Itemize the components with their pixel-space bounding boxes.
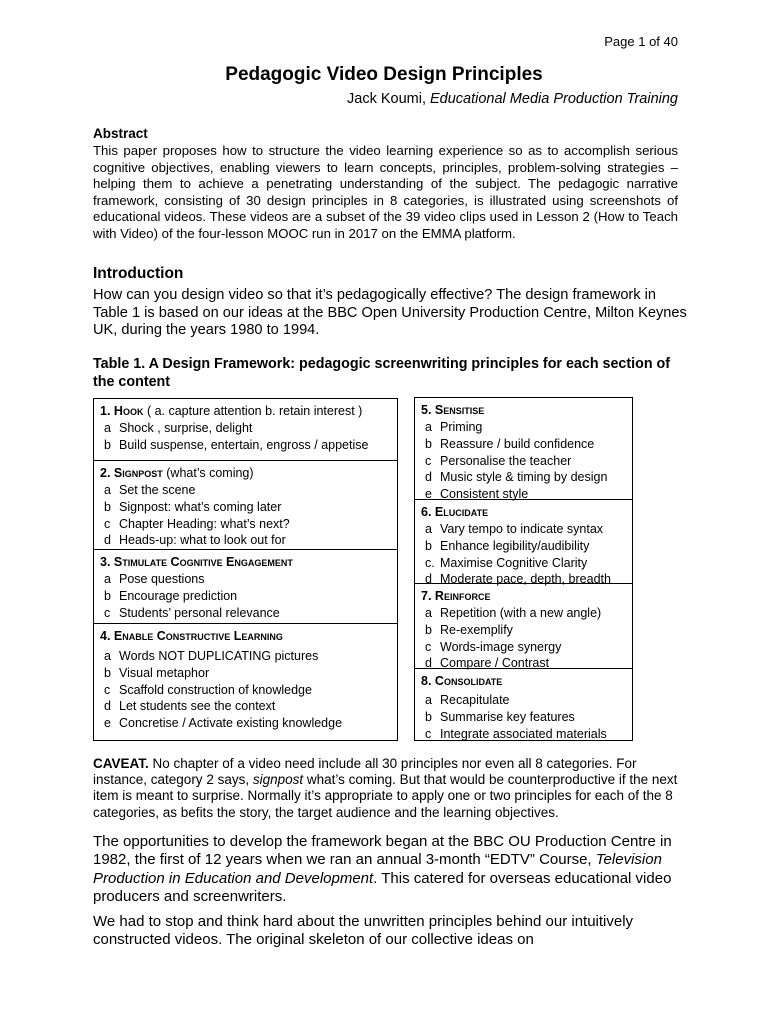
list-item: d Music style & timing by design <box>425 470 608 485</box>
course-title: Television Production in Education and Development <box>93 851 662 887</box>
category-heading: 7. Reinforce <box>421 589 491 603</box>
list-item: e Consistent style <box>425 487 529 502</box>
category-enable-constructive-learning <box>94 623 397 740</box>
category-sensitise <box>415 398 632 502</box>
list-item: e Concretise / Activate existing knowledge <box>104 716 343 731</box>
table-caption: Table 1. A Design Framework: pedagogic screenwriting principles for each section of the content <box>93 356 671 390</box>
list-item: a Priming <box>425 420 483 434</box>
category-reinforce <box>415 583 632 671</box>
list-item: c Integrate associated materials <box>425 726 607 741</box>
list-item: c Words-image synergy <box>425 639 562 654</box>
list-item: d Moderate pace, depth, breadth <box>425 572 611 587</box>
caveat-label: CAVEAT. <box>93 756 149 771</box>
list-item: b Re-exemplify <box>425 622 513 637</box>
list-item: a Set the scene <box>104 483 196 497</box>
list-item: a Shock , surprise, delight <box>104 421 253 435</box>
list-item: b Summarise key features <box>425 709 575 724</box>
list-item: a Vary tempo to indicate syntax <box>425 522 604 536</box>
category-heading: 4. Enable Constructive Learning <box>100 629 283 643</box>
list-item: d Heads-up: what to look out for <box>104 533 286 548</box>
list-item: d Compare / Contrast <box>425 656 550 671</box>
list-item: a Words NOT DUPLICATING pictures <box>104 649 319 663</box>
list-item: b Encourage prediction <box>104 588 238 603</box>
signpost-word: signpost <box>252 772 304 788</box>
author-name: Jack Koumi, <box>347 91 430 107</box>
category-heading: 3. Stimulate Cognitive Engagement <box>100 555 293 569</box>
list-item: c Students’ personal relevance <box>104 605 280 620</box>
category-stimulate-cognitive-engagement <box>94 549 397 623</box>
author-affiliation: Educational Media Production Training <box>430 91 678 107</box>
list-item: b Reassure / build confidence <box>425 436 595 451</box>
category-signpost <box>94 460 397 549</box>
list-item: b Build suspense, entertain, engross / appetise <box>104 437 369 452</box>
list-item: a Recapitulate <box>425 693 510 707</box>
list-item: c Personalise the teacher <box>425 453 572 468</box>
table-right-column <box>414 397 633 741</box>
table-left-column <box>93 398 398 741</box>
list-item: c Chapter Heading: what’s next? <box>104 516 290 531</box>
caveat-paragraph: CAVEAT. No chapter of a video need include all 30 principles nor even all 8 categories. For instance, category 2 says, signpost what’s coming. But that would be counterproductive if the next item is meant to surprise. Normally it’s appropriate to apply one or two principles for each of the 8 categories, as befits the story, the target audience and the learning objectives. <box>93 756 678 820</box>
category-heading: 2. Signpost (what’s coming) <box>100 466 254 480</box>
document-title: Pedagogic Video Design Principles <box>225 64 543 85</box>
introduction-heading: Introduction <box>93 265 184 282</box>
abstract-text: This paper proposes how to structure the video learning experience so as to accomplish serious cognitive objectives, enabling viewers to learn concepts, principles, problem-solving strategies – helping them to achieve a penetrating understanding of the subject. The pedagogic narrative framework, consisting of 30 design principles in 8 categories, is illustrated using screenshots of educational videos. These videos are a subset of the 39 video clips used in Lesson 2 (How to Teach with Video) of the four-lesson MOOC run in 2017 on the EMMA platform. <box>93 143 678 241</box>
category-heading: 5. Sensitise <box>421 403 485 417</box>
list-item: b Enhance legibility/audibility <box>425 538 590 553</box>
page-number: Page 1 of 40 <box>604 34 678 49</box>
introduction-text: How can you design video so that it’s pedagogically effective? The design framework in Table 1 is based on our ideas at the BBC Open University Production Centre, Milton Keynes UK, during the years 1980 to 1994. <box>93 287 687 338</box>
category-heading: 1. Hook ( a. capture attention b. retain interest ) <box>100 404 363 418</box>
list-item: c Scaffold construction of knowledge <box>104 682 312 697</box>
category-consolidate <box>415 668 632 740</box>
list-item: a Repetition (with a new angle) <box>425 606 602 620</box>
body-paragraph-2: We had to stop and think hard about the unwritten principles behind our intuitively constructed videos. The original skeleton of our collective ideas on <box>93 913 634 949</box>
category-hook <box>94 399 397 460</box>
author-line <box>347 91 678 107</box>
list-item: a Pose questions <box>104 572 205 586</box>
list-item: b Visual metaphor <box>104 665 210 680</box>
category-heading: 8. Consolidate <box>421 674 503 688</box>
abstract-heading: Abstract <box>93 126 148 141</box>
category-elucidate <box>415 499 632 587</box>
list-item: c. Maximise Cognitive Clarity <box>425 555 588 570</box>
category-heading: 6. Elucidate <box>421 505 489 519</box>
list-item: b Signpost: what’s coming later <box>104 499 282 514</box>
list-item: d Let students see the context <box>104 699 276 714</box>
body-paragraph-1: The opportunities to develop the framework began at the BBC OU Production Centre in 1982, the first of 12 years when we ran an annual 3-month “EDTV” Course, Television Production in Education and Development. This catered for overseas educational video producers and screenwriters. <box>93 833 672 905</box>
